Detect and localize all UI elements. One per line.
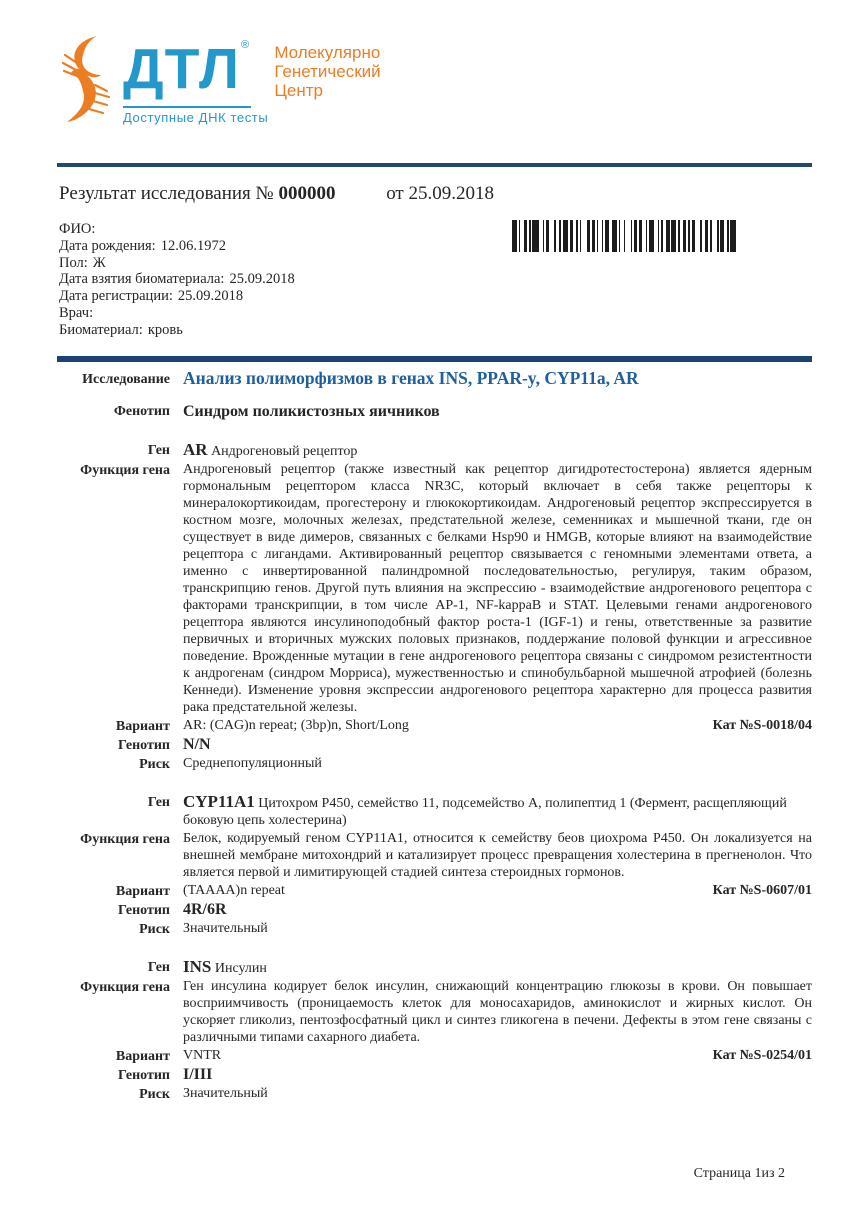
genotype-row	[57, 736, 812, 754]
function-label: Функция гена	[80, 832, 170, 847]
report-date: от 25.09.2018	[386, 183, 494, 204]
gene-label: Ген	[147, 960, 170, 975]
patient-fio	[59, 221, 295, 238]
catalog-number: Кат №S-0018/04	[712, 718, 812, 733]
function-label: Функция гена	[80, 980, 170, 995]
genotype-value: 4R/6R	[183, 901, 227, 918]
variant-text: VNTR	[183, 1048, 222, 1063]
gene-row	[57, 793, 812, 829]
risk-label: Риск	[139, 757, 170, 772]
barcode	[512, 220, 790, 252]
gene-name: Цитохром P450, семейство 11, подсемейство A, полипептид 1 (Фермент, расщепляющий боковую цепь холестерина)	[183, 796, 787, 828]
gene-section-cyp11a1	[57, 793, 812, 938]
gene-value	[183, 441, 812, 460]
patient-sex	[59, 255, 295, 272]
gene-section-ins	[57, 958, 812, 1103]
tagline-line-1: Молекулярно	[274, 43, 381, 62]
gene-name: Андрогеновый рецептор	[211, 444, 358, 459]
logo-subtitle: Доступные ДНК тесты	[123, 110, 269, 125]
genotype-label: Генотип	[118, 903, 170, 918]
gene-name: Инсулин	[214, 961, 267, 976]
genotype-label: Генотип	[118, 738, 170, 753]
top-divider-bar	[57, 163, 812, 167]
report-body	[57, 368, 812, 1104]
field-label: Биоматериал:	[59, 321, 143, 338]
gene-symbol: AR	[183, 440, 208, 459]
variant-row	[57, 717, 812, 735]
field-value: Ж	[92, 254, 106, 271]
study-row	[57, 368, 812, 388]
risk-row	[57, 755, 812, 773]
genotype-value: I/III	[183, 1066, 213, 1083]
gene-row	[57, 958, 812, 977]
section-divider-bar	[57, 356, 812, 362]
field-value: кровь	[147, 321, 183, 338]
catalog-number: Кат №S-0607/01	[712, 883, 812, 898]
risk-value: Значительный	[183, 921, 268, 936]
variant-value	[183, 717, 812, 735]
field-value: 25.09.2018	[177, 288, 244, 305]
risk-label: Риск	[139, 922, 170, 937]
field-label: Врач:	[59, 304, 94, 321]
gene-section-ar	[57, 441, 812, 773]
report-title	[59, 183, 494, 205]
risk-label: Риск	[139, 1087, 170, 1102]
phenotype-value: Синдром поликистозных яичников	[183, 403, 440, 420]
title-prefix: Результат исследования №	[59, 183, 274, 204]
genotype-row	[57, 1066, 812, 1084]
patient-sample-date	[59, 271, 295, 288]
risk-row	[57, 920, 812, 938]
variant-text: (TAAAA)n repeat	[183, 883, 285, 898]
gene-symbol: INS	[183, 957, 212, 976]
field-label: Дата взятия биоматериала:	[59, 271, 225, 288]
gene-row	[57, 441, 812, 460]
tagline-line-3: Центр	[274, 81, 323, 100]
logo-tagline	[274, 43, 380, 100]
variant-label: Вариант	[115, 884, 170, 899]
function-text: Андрогеновый рецептор (также известный как рецептор дигидротестостерона) является ядерным гормональным рецептором класса NR3C, который включает в себя также рецепторы к минералокортикоидам, прогестерону и глюкокортикоидам. Андрогеновый рецептор экспрессируется в костном мозге, молочных железах, предстательной железе, семенниках и мышечной ткани, где он существует в виде димеров, связанных с белками Hsp90 и HMGB, которые влияют на взаимодействие рецептора с лигандами. Активированный рецептор связывается с геномными элементами ответа, а именно с инвертированной палиндромной последовательностью, регулируя, таким образом, транскрипцию генов. Другой путь влияния на экспрессию - взаимодействие андрогенового рецептора с факторами транскрипции, в том числе AP-1, NF-kappaB и STAT. Целевыми генами андрогенового рецептора являются инсулиноподобный фактор роста-1 (IGF-1) и гены, ответственные за развитие первичных и вторичных мужских половых признаков, поддержание половой функции и агрессивное поведение. Врожденные мутации в гене андрогенового рецептора связаны с синдромом резистентности к андрогенам (синдром Морриса), мужественностью и спинобульбарной мышечной атрофией (болезнь Кеннеди). Изменение уровня экспрессии андрогенового рецептора характерно для процесса развития рака предстательной железы.	[183, 462, 812, 715]
study-label: Исследование	[82, 372, 170, 387]
patient-doctor	[59, 305, 295, 322]
gene-function-row	[57, 461, 812, 716]
barcode-gap	[736, 220, 738, 252]
patient-info	[59, 221, 295, 339]
brand-name: ДТЛ	[123, 37, 240, 101]
result-number: 000000	[278, 183, 336, 204]
field-value: 25.09.2018	[229, 271, 295, 288]
risk-value: Значительный	[183, 1086, 268, 1101]
page-number: Страница 1из 2	[693, 1166, 785, 1181]
patient-registration-date	[59, 288, 295, 305]
gene-function-row	[57, 830, 812, 881]
registered-trademark-icon: ®	[241, 39, 250, 51]
field-label: ФИО:	[59, 221, 96, 237]
tagline-line-2: Генетический	[274, 62, 381, 81]
risk-value: Среднепопуляционный	[183, 756, 322, 771]
catalog-number: Кат №S-0254/01	[712, 1048, 812, 1063]
genotype-label: Генотип	[118, 1068, 170, 1083]
logo-wordmark	[123, 33, 268, 125]
gene-function-row	[57, 978, 812, 1046]
variant-value	[183, 882, 812, 900]
gene-symbol: CYP11A1	[183, 792, 255, 811]
genotype-row	[57, 901, 812, 919]
risk-row	[57, 1085, 812, 1103]
field-label: Дата рождения:	[59, 237, 156, 254]
function-text: Ген инсулина кодирует белок инсулин, снижающий концентрацию глюкозы в крови. Он повышает восприимчивость (проницаемость клеток для моносахаридов, аминокислот и жирных кислот. Он ускоряет гликолиз, пентозфосфатный цикл и синтез гликогена в печени. Дефекты в этом гене связаны с различными типами сахарного диабета.	[183, 979, 812, 1045]
gene-label: Ген	[147, 795, 170, 810]
brand-underline	[123, 106, 251, 108]
function-label: Функция гена	[80, 463, 170, 478]
dna-helix-icon	[57, 33, 119, 125]
patient-biomaterial	[59, 322, 295, 339]
variant-value	[183, 1047, 812, 1065]
gene-label: Ген	[147, 443, 170, 458]
field-label: Дата регистрации:	[59, 288, 173, 305]
variant-text: AR: (CAG)n repeat; (3bp)n, Short/Long	[183, 718, 409, 733]
gene-value	[183, 958, 812, 977]
phenotype-label: Фенотип	[113, 404, 170, 419]
variant-label: Вариант	[115, 1049, 170, 1064]
genotype-value: N/N	[183, 736, 211, 753]
variant-row	[57, 882, 812, 900]
patient-birthdate	[59, 238, 295, 255]
barcode-bar	[532, 220, 539, 252]
gene-value	[183, 793, 812, 829]
function-text: Белок, кодируемый геном CYP11A1, относится к семейству беов циохрома P450. Он локализуется на внешней мембране митохондрий и катализирует процесс превращения холестерина в прегненолон. Что является первой и лимитирующей стадией синтеза стероидных гормонов.	[183, 831, 812, 880]
variant-row	[57, 1047, 812, 1065]
phenotype-row	[57, 402, 812, 421]
variant-label: Вариант	[115, 719, 170, 734]
field-label: Пол:	[59, 254, 88, 271]
field-value: 12.06.1972	[160, 237, 226, 254]
logo	[57, 33, 381, 125]
study-title: Анализ полиморфизмов в генах INS, PPAR-y, CYP11a, AR	[183, 368, 639, 388]
